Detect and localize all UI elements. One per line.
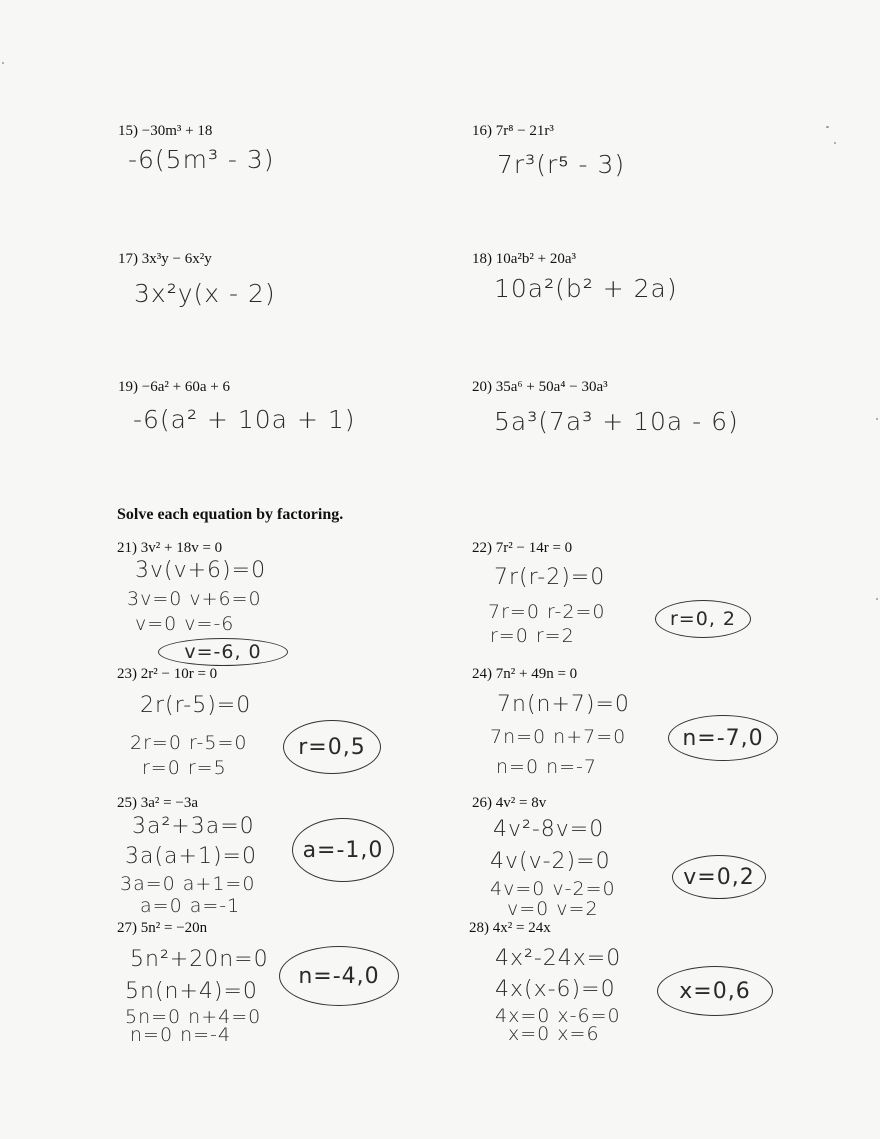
- problem-23-answer: r=0,5: [283, 720, 381, 774]
- problem-27-work-1: 5n²+20n=0: [130, 947, 269, 972]
- problem-22-number: 22): [472, 540, 492, 556]
- problem-26-work-2: 4v(v-2)=0: [490, 849, 611, 874]
- scan-speck: [834, 142, 836, 144]
- problem-16: [472, 122, 554, 140]
- problem-22-work-1: 7r(r-2)=0: [494, 565, 606, 590]
- scan-speck: [2, 62, 4, 64]
- problem-20-number: 20): [472, 379, 492, 395]
- problem-26: [472, 794, 546, 812]
- problem-18: [472, 250, 576, 268]
- problem-15: [118, 122, 212, 140]
- problem-24-number: 24): [472, 666, 492, 682]
- problem-18-number: 18): [472, 251, 492, 267]
- problem-25: [117, 794, 198, 812]
- problem-25-answer: a=-1,0: [292, 818, 394, 882]
- problem-24-answer: n=-7,0: [668, 715, 778, 761]
- problem-22-work-3: r=0 r=2: [490, 625, 575, 647]
- problem-26-number: 26): [472, 795, 492, 811]
- problem-26-work-3: 4v=0 v-2=0: [490, 878, 616, 900]
- problem-21-answer: v=-6, 0: [158, 638, 288, 666]
- problem-22-expression: 7r² − 14r = 0: [495, 540, 573, 556]
- problem-24-work-1: 7n(n+7)=0: [497, 692, 630, 717]
- problem-28-work-2: 4x(x-6)=0: [495, 977, 616, 1002]
- problem-27-expression: 5n² = −20n: [140, 920, 208, 936]
- problem-28: [469, 919, 551, 937]
- problem-24-expression: 7n² + 49n = 0: [495, 666, 578, 682]
- problem-25-expression: 3a² = −3a: [140, 795, 198, 811]
- problem-20: [472, 378, 608, 396]
- scan-speck: [826, 126, 829, 128]
- problem-26-expression: 4v² = 8v: [495, 795, 547, 811]
- problem-28-number: 28): [469, 920, 489, 936]
- problem-16-expression: 7r⁸ − 21r³: [495, 123, 554, 139]
- problem-26-answer: v=0,2: [672, 855, 766, 899]
- problem-26-work-1: 4v²-8v=0: [493, 817, 605, 842]
- problem-21-number: 21): [117, 540, 137, 556]
- problem-19-number: 19): [118, 379, 138, 395]
- problem-21: [117, 539, 222, 557]
- problem-15-expression: −30m³ + 18: [141, 123, 213, 139]
- problem-25-number: 25): [117, 795, 137, 811]
- problem-16-work-1: 7r³(r⁵ - 3): [497, 150, 626, 179]
- problem-21-work-2: 3v=0 v+6=0: [127, 588, 262, 610]
- problem-17-expression: 3x³y − 6x²y: [141, 251, 212, 267]
- problem-20-work-1: 5a³(7a³ + 10a - 6): [494, 407, 739, 436]
- problem-21-expression: 3v² + 18v = 0: [140, 540, 223, 556]
- problem-15-work-1: -6(5m³ - 3): [128, 145, 275, 174]
- problem-18-work-1: 10a²(b² + 2a): [494, 274, 678, 303]
- problem-28-answer: x=0,6: [657, 966, 773, 1016]
- problem-23-number: 23): [117, 666, 137, 682]
- problem-23: [117, 665, 217, 683]
- problem-27-work-3: 5n=0 n+4=0: [125, 1006, 262, 1028]
- problem-17-number: 17): [118, 251, 138, 267]
- problem-17-work-1: 3x²y(x - 2): [134, 279, 276, 308]
- problem-23-work-1: 2r(r-5)=0: [140, 693, 252, 718]
- problem-28-work-3: 4x=0 x-6=0: [495, 1005, 621, 1027]
- problem-15-number: 15): [118, 123, 138, 139]
- problem-19: [118, 378, 230, 396]
- problem-20-expression: 35a⁶ + 50a⁴ − 30a³: [495, 379, 608, 395]
- problem-28-work-4: x=0 x=6: [508, 1023, 600, 1043]
- problem-24-work-3: n=0 n=-7: [496, 756, 597, 778]
- scan-speck: [876, 418, 878, 420]
- problem-27: [117, 919, 207, 937]
- problem-25-work-4: a=0 a=-1: [140, 895, 241, 917]
- problem-24-work-2: 7n=0 n+7=0: [490, 726, 627, 748]
- problem-21-work-3: v=0 v=-6: [135, 613, 235, 635]
- problem-25-work-3: 3a=0 a+1=0: [120, 873, 256, 895]
- problem-26-work-4: v=0 v=2: [507, 898, 599, 920]
- problem-24: [472, 665, 577, 683]
- problem-27-answer: n=-4,0: [279, 946, 399, 1006]
- problem-27-work-4: n=0 n=-4: [130, 1024, 231, 1042]
- problem-23-expression: 2r² − 10r = 0: [140, 666, 218, 682]
- problem-18-expression: 10a²b² + 20a³: [495, 251, 577, 267]
- problem-28-expression: 4x² = 24x: [492, 920, 551, 936]
- problem-22: [472, 539, 572, 557]
- problem-22-work-2: 7r=0 r-2=0: [488, 601, 606, 623]
- problem-27-number: 27): [117, 920, 137, 936]
- problem-23-work-2: 2r=0 r-5=0: [130, 732, 248, 754]
- scan-speck: [876, 598, 878, 600]
- problem-22-answer: r=0, 2: [655, 600, 751, 638]
- problem-21-work-1: 3v(v+6)=0: [135, 558, 267, 583]
- problem-28-work-1: 4x²-24x=0: [495, 946, 622, 971]
- problem-25-work-1: 3a²+3a=0: [132, 814, 255, 839]
- problem-19-work-1: -6(a² + 10a + 1): [133, 405, 356, 434]
- problem-25-work-2: 3a(a+1)=0: [125, 844, 257, 869]
- problem-27-work-2: 5n(n+4)=0: [125, 979, 258, 1004]
- problem-19-expression: −6a² + 60a + 6: [141, 379, 230, 395]
- problem-23-work-3: r=0 r=5: [142, 757, 227, 779]
- problem-16-number: 16): [472, 123, 492, 139]
- problem-17: [118, 250, 212, 268]
- section-heading: Solve each equation by factoring.: [117, 506, 344, 523]
